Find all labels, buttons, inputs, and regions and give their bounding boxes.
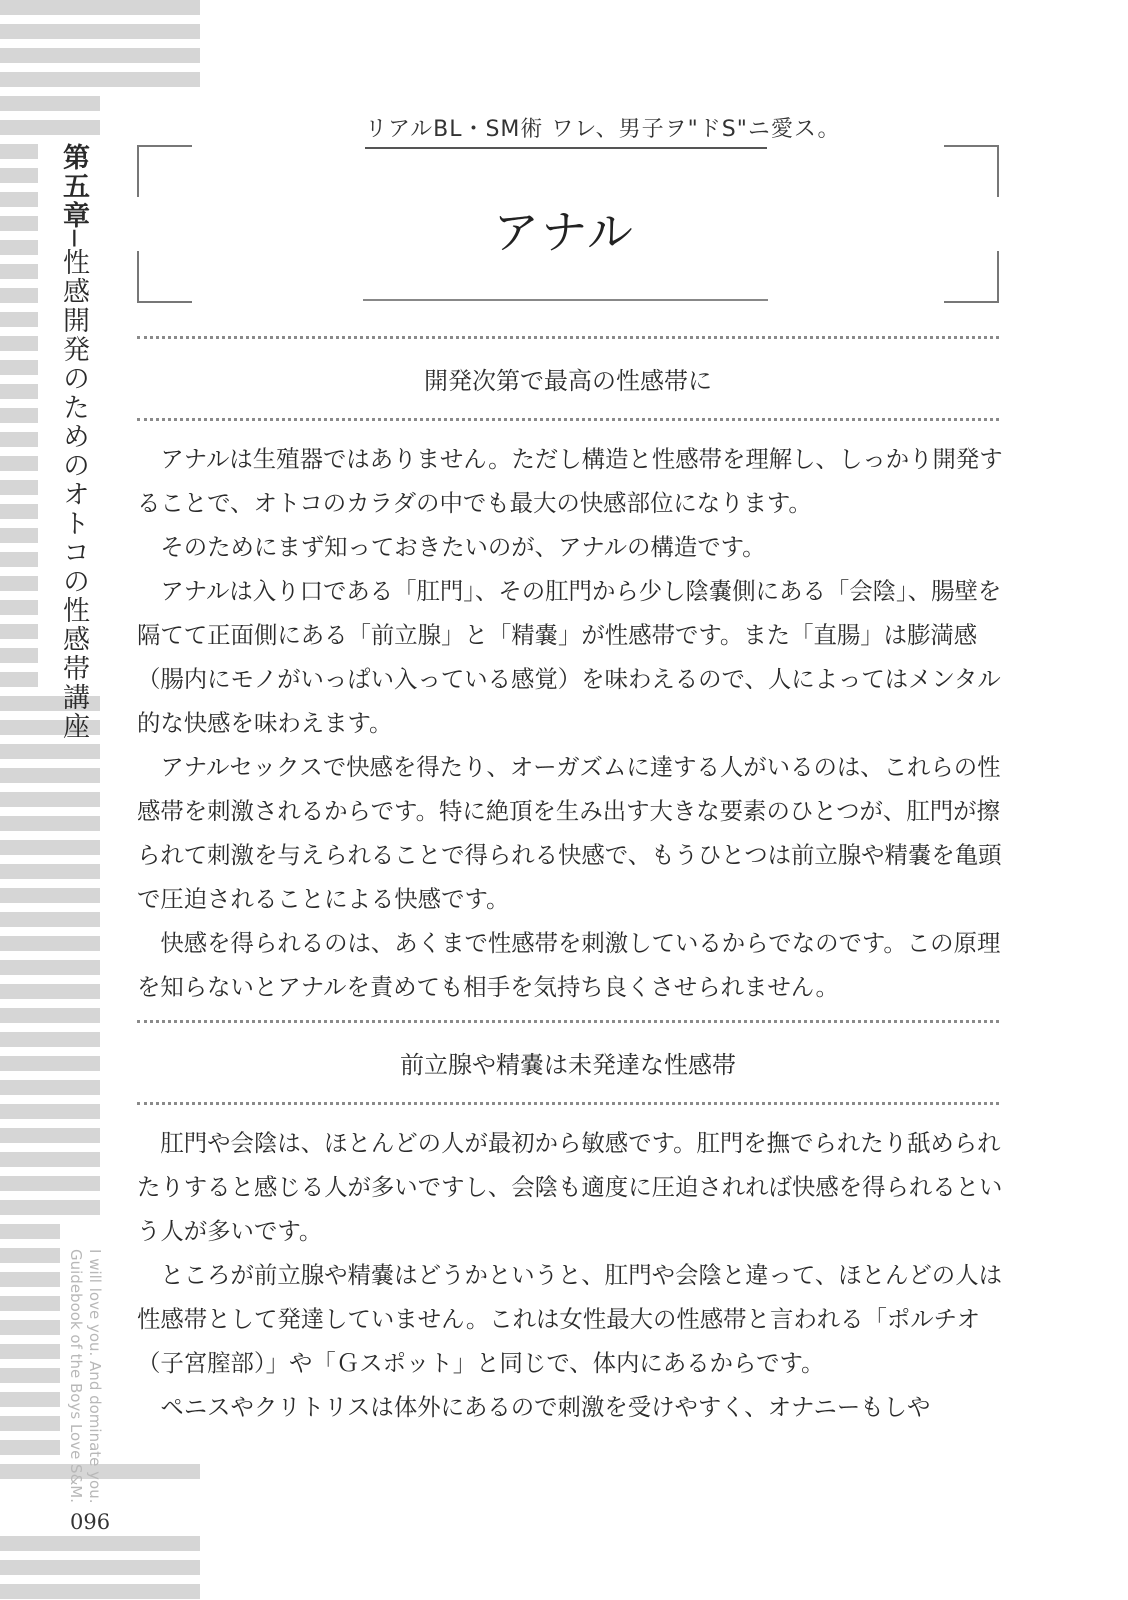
margin-stripe bbox=[0, 1416, 60, 1431]
margin-stripe bbox=[0, 528, 38, 543]
margin-stripe bbox=[0, 1320, 60, 1335]
margin-stripe bbox=[0, 264, 38, 279]
paragraph: アナルは生殖器ではありません。ただし構造と性感帯を理解し、しっかり開発することで、オトコのカラダの中でも最大の快感部位になります。 bbox=[137, 445, 1003, 517]
margin-stripe bbox=[0, 1272, 60, 1287]
margin-stripe bbox=[0, 840, 100, 855]
margin-stripe bbox=[0, 1104, 100, 1119]
margin-stripe bbox=[0, 1560, 200, 1575]
section-divider bbox=[137, 1020, 999, 1023]
margin-stripe bbox=[0, 288, 38, 303]
margin-stripe bbox=[0, 1248, 60, 1263]
tagline-line: I will love you. And dominate you. bbox=[86, 1249, 104, 1504]
margin-stripe bbox=[0, 408, 38, 423]
margin-stripe bbox=[0, 1008, 100, 1023]
margin-stripe bbox=[0, 456, 38, 471]
margin-stripe bbox=[0, 336, 38, 351]
margin-stripe bbox=[0, 312, 38, 327]
title-corner-top-right bbox=[944, 145, 999, 197]
margin-stripe bbox=[0, 552, 38, 567]
title-underline bbox=[363, 299, 768, 301]
tagline-line: Guidebook of the Boys Love S&M. bbox=[67, 1249, 85, 1503]
paragraph: そのためにまず知っておきたいのが、アナルの構造です。 bbox=[160, 533, 766, 561]
margin-stripe bbox=[0, 144, 38, 159]
section-heading: 開発次第で最高の性感帯に bbox=[424, 367, 712, 395]
paragraph: 肛門や会陰は、ほとんどの人が最初から敏感です。肛門を撫でられたり舐められたりすると感じる人が多いですし、会陰も適度に圧迫されれば快感を得られるという人が多いです。 bbox=[137, 1129, 1003, 1245]
section-heading: 前立腺や精嚢は未発達な性感帯 bbox=[400, 1051, 736, 1079]
margin-stripe bbox=[0, 96, 100, 111]
margin-stripe bbox=[0, 24, 200, 39]
section-divider bbox=[137, 418, 999, 421]
section-body bbox=[137, 1121, 1003, 1429]
section-divider bbox=[137, 336, 999, 339]
margin-stripe bbox=[0, 120, 100, 135]
margin-stripe bbox=[0, 1200, 100, 1215]
margin-stripe bbox=[0, 1296, 60, 1311]
margin-stripe bbox=[0, 816, 100, 831]
margin-stripe bbox=[0, 792, 100, 807]
margin-stripe bbox=[0, 672, 38, 687]
page-title: アナル bbox=[493, 205, 635, 259]
margin-stripe bbox=[0, 1368, 60, 1383]
margin-stripe bbox=[0, 1152, 100, 1167]
margin-stripe bbox=[0, 1584, 200, 1599]
running-head: リアルBL・SM術 ワレ、男子ヲ"ドS"ニ愛ス。 bbox=[365, 112, 767, 149]
section-divider bbox=[137, 1102, 999, 1105]
margin-stripe bbox=[0, 624, 38, 639]
margin-stripe bbox=[0, 768, 100, 783]
margin-stripe bbox=[0, 1080, 100, 1095]
section-body bbox=[137, 437, 1003, 1009]
margin-stripe bbox=[0, 744, 100, 759]
margin-stripe bbox=[0, 48, 200, 63]
chapter-number: 第五章 bbox=[58, 143, 89, 230]
chapter-dash: ─ bbox=[58, 230, 89, 249]
margin-stripe bbox=[0, 936, 100, 951]
paragraph: ところが前立腺や精嚢はどうかというと、肛門や会陰と違って、ほとんどの人は性感帯として発達していません。これは女性最大の性感帯と言われる「ポルチオ（子宮膣部）」や「Ｇスポット」と同じで、体内にあるからです。 bbox=[137, 1261, 1002, 1377]
margin-stripe bbox=[0, 504, 38, 519]
margin-stripe bbox=[0, 72, 200, 87]
margin-stripe bbox=[0, 1032, 100, 1047]
margin-stripe bbox=[0, 576, 38, 591]
margin-stripe bbox=[0, 1440, 60, 1455]
english-tagline bbox=[64, 1249, 104, 1504]
paragraph: ペニスやクリトリスは体外にあるので刺激を受けやすく、オナニーもしや bbox=[160, 1393, 931, 1421]
margin-stripe bbox=[0, 888, 100, 903]
margin-stripe bbox=[0, 984, 100, 999]
margin-stripe bbox=[0, 360, 38, 375]
margin-stripe bbox=[0, 168, 38, 183]
margin-stripe bbox=[0, 0, 200, 15]
margin-stripe bbox=[0, 912, 100, 927]
margin-stripe bbox=[0, 1176, 100, 1191]
margin-stripe bbox=[0, 648, 38, 663]
paragraph: 快感を得られるのは、あくまで性感帯を刺激しているからでなのです。この原理を知らないとアナルを責めても相手を気持ち良くさせられません。 bbox=[137, 929, 1001, 1001]
title-corner-top-left bbox=[137, 145, 192, 197]
margin-stripe bbox=[0, 1128, 100, 1143]
margin-stripe bbox=[0, 480, 38, 495]
margin-stripe bbox=[0, 960, 100, 975]
margin-stripe bbox=[0, 1224, 60, 1239]
margin-stripe bbox=[0, 1536, 200, 1551]
chapter-title: 性感開発のためのオトコの性感帯講座 bbox=[58, 248, 89, 742]
margin-stripe bbox=[0, 1392, 60, 1407]
margin-stripe bbox=[0, 864, 100, 879]
margin-stripe bbox=[0, 432, 38, 447]
margin-stripe bbox=[0, 600, 38, 615]
margin-stripe bbox=[0, 384, 38, 399]
paragraph: アナルセックスで快感を得たり、オーガズムに達する人がいるのは、これらの性感帯を刺激されるからです。特に絶頂を生み出す大きな要素のひとつが、肛門が擦られて刺激を与えられることで得られる快感で、もうひとつは前立腺や精嚢を亀頭で圧迫されることによる快感です。 bbox=[137, 753, 1002, 913]
margin-stripe bbox=[0, 1344, 60, 1359]
page-number: 096 bbox=[70, 1510, 111, 1534]
paragraph: アナルは入り口である「肛門」、その肛門から少し陰嚢側にある「会陰」、腸壁を隔てて正面側にある「前立腺」と「精嚢」が性感帯です。また「直腸」は膨満感（腸内にモノがいっぱい入っている感覚）を味わえるので、人によってはメンタル的な快感を味わえます。 bbox=[137, 577, 1002, 737]
margin-stripe bbox=[0, 1056, 100, 1071]
